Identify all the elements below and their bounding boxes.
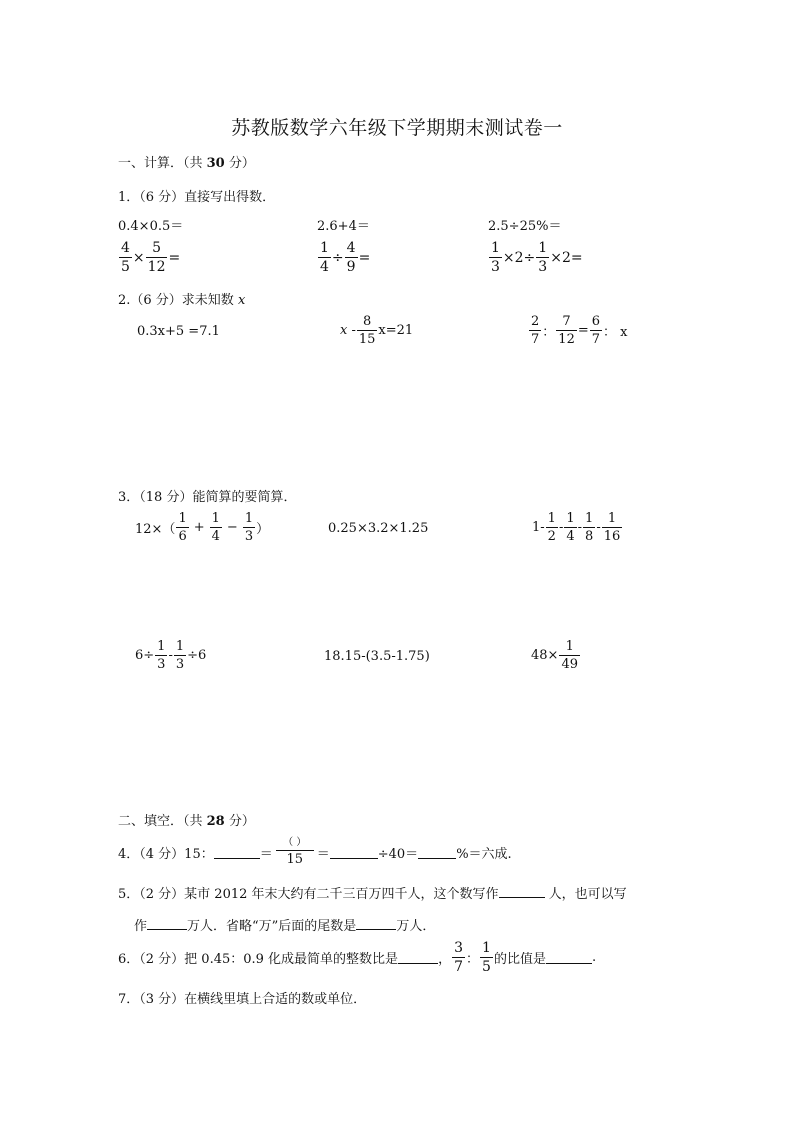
expr-suffix: ÷6 <box>187 648 207 663</box>
operator: ＝ <box>259 846 273 862</box>
q6-text: ， <box>438 952 452 967</box>
q6-text: . <box>591 950 597 965</box>
operator: = <box>168 249 181 266</box>
q1-expr-5 <box>317 241 370 274</box>
equation-suffix: x=21 <box>378 323 414 338</box>
q5-text: 万人．省略“万”后面的尾数是 <box>187 919 357 934</box>
operator: − <box>226 520 238 535</box>
fraction: $\frac{1}{6}$ <box>178 511 187 544</box>
answer-blank[interactable] <box>398 951 438 964</box>
q3-expr-e: 18.15-(3.5-1.75) <box>324 649 430 664</box>
q3-expr-d <box>135 640 206 671</box>
operator: ： <box>466 952 480 967</box>
fraction: $\frac{1}{3}$ <box>538 240 548 275</box>
q4-prefix: 4．（4 分）15： <box>118 846 214 862</box>
q4-division: ÷40＝ <box>377 846 419 862</box>
section1-points: 30 <box>206 156 225 171</box>
fraction: $\frac{1}{49}$ <box>561 639 578 672</box>
fraction: $\frac{2}{7}$ <box>531 314 540 347</box>
fraction: $\frac{4}{5}$ <box>121 240 130 275</box>
page-title: 苏教版数学六年级下学期期末测试卷一 <box>231 117 563 139</box>
fraction: $\frac{8}{15}$ <box>358 314 376 347</box>
expr-prefix: 1- <box>532 520 545 535</box>
fraction: $\frac{7}{12}$ <box>558 314 575 347</box>
operator: - <box>558 520 564 535</box>
section2-heading-text: 二、填空．（共 <box>118 814 207 829</box>
q3-expr-a <box>135 512 269 543</box>
q5-line-1 <box>118 883 627 902</box>
q1-expr-1: 0.4×0.5＝ <box>118 219 184 234</box>
operator: ＝ <box>316 846 330 862</box>
unknown-x: x <box>237 293 246 308</box>
fraction: $\frac{1}{8}$ <box>585 511 594 544</box>
fraction: $\frac{1}{3}$ <box>491 240 500 275</box>
operator: = <box>577 323 589 338</box>
answer-blank[interactable] <box>546 951 592 964</box>
q4-line <box>118 838 512 866</box>
q2-equation-b <box>340 315 413 346</box>
operator: - <box>577 520 583 535</box>
q2-equation-a: 0.3x+5 =7.1 <box>137 324 220 339</box>
q1-expr-6 <box>488 241 583 274</box>
operator: × <box>132 249 145 266</box>
answer-blank[interactable] <box>499 885 545 898</box>
q5-text: 作 <box>134 919 148 934</box>
section1-heading <box>118 152 255 171</box>
operator: ÷ <box>331 249 344 266</box>
operator: ×2= <box>550 249 583 266</box>
answer-blank[interactable] <box>330 846 378 859</box>
fraction-blank[interactable]: （ ） <box>283 837 307 848</box>
q4-tail: %＝六成. <box>456 846 512 862</box>
q2-equation-c <box>528 315 628 346</box>
fraction: $\frac{( )}{15}$ <box>276 838 314 866</box>
q6-line <box>118 941 596 974</box>
q2-label <box>118 289 245 308</box>
fraction: $\frac{3}{7}$ <box>454 940 463 975</box>
fraction: $\frac{4}{9}$ <box>346 240 356 275</box>
section2-points: 28 <box>206 814 225 829</box>
section1-heading-end: 分） <box>224 156 255 171</box>
equation-prefix: x - <box>340 323 356 338</box>
answer-blank[interactable] <box>356 917 396 930</box>
fraction: $\frac{6}{7}$ <box>591 314 601 347</box>
q2-label-text: 2.（6 分）求未知数 <box>118 293 238 308</box>
fraction: $\frac{1}{3}$ <box>244 511 254 544</box>
fraction: $\frac{1}{3}$ <box>175 639 185 672</box>
q7-label: 7．（3 分）在横线里填上合适的数或单位． <box>118 992 367 1007</box>
fraction: $\frac{1}{5}$ <box>482 940 491 975</box>
operator: ： x <box>603 325 628 340</box>
fraction: $\frac{1}{2}$ <box>547 511 556 544</box>
expr-prefix: 48× <box>531 648 559 663</box>
fraction: $\frac{1}{4}$ <box>211 511 220 544</box>
section2-heading <box>118 810 255 829</box>
answer-blank[interactable] <box>147 917 187 930</box>
fraction: $\frac{1}{16}$ <box>603 511 621 544</box>
q5-line-2 <box>134 915 435 934</box>
q3-expr-f <box>531 640 581 671</box>
section2-heading-end: 分） <box>224 814 255 829</box>
expr-prefix: 12×（ <box>135 522 176 537</box>
expr-prefix: 6÷ <box>135 648 155 663</box>
section1-heading-text: 一、计算．（共 <box>118 156 207 171</box>
fraction: $\frac{5}{12}$ <box>147 240 166 275</box>
q5-text: 万人． <box>396 919 436 934</box>
answer-blank[interactable] <box>214 846 260 859</box>
operator: - <box>596 520 601 535</box>
q3-label: 3．（18 分）能简算的要简算． <box>118 490 297 505</box>
operator: + <box>193 520 205 535</box>
q1-expr-2: 2.6+4＝ <box>317 219 370 234</box>
q6-text: 的比值是 <box>493 952 546 967</box>
q5-text: 人，也可以写 <box>544 887 627 902</box>
expr-suffix: ） <box>256 522 270 537</box>
operator: = <box>358 249 371 266</box>
answer-blank[interactable] <box>418 846 456 859</box>
fraction: $\frac{1}{4}$ <box>320 240 329 275</box>
q5-text: 5．（2 分）某市 2012 年末大约有二千三百万四千人，这个数写作 <box>118 887 499 902</box>
q3-expr-b: 0.25×3.2×1.25 <box>328 521 429 536</box>
q1-label: 1．（6 分）直接写出得数． <box>118 190 276 205</box>
q3-expr-c <box>532 512 623 543</box>
q1-expr-4 <box>118 241 180 274</box>
q6-text: 6．（2 分）把 0.45：0.9 化成最简单的整数比是 <box>118 952 399 967</box>
operator: ×2÷ <box>502 249 536 266</box>
fraction: $\frac{1}{3}$ <box>157 639 166 672</box>
operator: ： <box>542 325 556 340</box>
q1-expr-3: 2.5÷25%＝ <box>488 219 562 234</box>
fraction: $\frac{1}{4}$ <box>566 511 575 544</box>
operator: - <box>168 648 173 663</box>
